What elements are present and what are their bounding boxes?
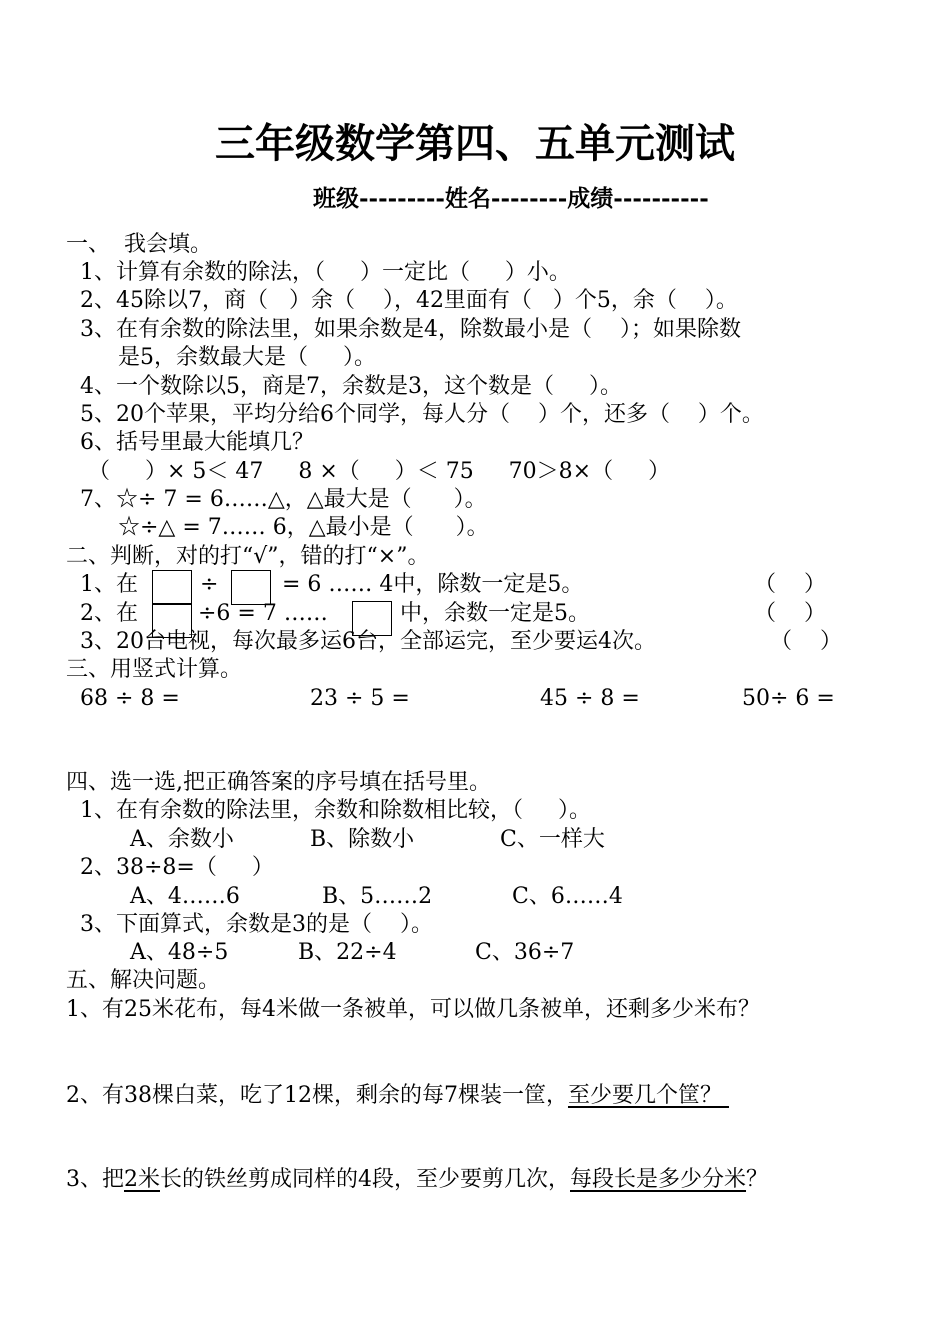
section4-question-3: 3、下面算式，余数是3的是（ ）。 — [80, 912, 433, 937]
vertical-calc-item: 50÷ 6 = — [742, 686, 835, 711]
section1-question-7a: 7、☆÷ 7 = 6……△，△最大是（ ）。 — [80, 487, 487, 512]
section2-question-2-prefix: 2、在 — [80, 601, 138, 626]
question-text: 3、把 — [66, 1167, 124, 1192]
section2-question-2-answer: （ ） — [754, 601, 826, 626]
section1-question-5: 5、20个苹果，平均分给6个同学，每人分（ ）个，还多（ ）个。 — [80, 402, 764, 427]
section1-question-7b: ☆÷△ = 7…… 6，△最小是（ ）。 — [118, 515, 489, 540]
option-a: A、4……6 — [130, 884, 240, 909]
question-mark: ？ — [746, 1167, 769, 1192]
section4-question-2: 2、38÷8=（ ） — [80, 855, 274, 880]
section2-question-3-answer: （ ） — [770, 629, 842, 654]
section5-heading: 五、解决问题。 — [66, 968, 221, 993]
section1-question-3a: 3、在有余数的除法里，如果余数是4，除数最小是（ ）；如果除数 — [80, 317, 741, 342]
section1-question-3b: 是5，余数最大是（ ）。 — [118, 345, 376, 370]
section1-question-6: 6、括号里最大能填几？ — [80, 430, 314, 455]
section5-question-2 — [66, 1082, 729, 1110]
option-c: C、6……4 — [512, 884, 623, 909]
option-b: B、5……2 — [322, 884, 433, 909]
page-title: 三年级数学第四、五单元测试 — [215, 120, 735, 167]
question-text: 长的铁丝剪成同样的4段，至少要剪几次， — [160, 1167, 570, 1192]
section2-question-2-suffix: 中，余数一定是5。 — [400, 601, 590, 626]
option-c: C、一样大 — [500, 827, 605, 852]
section1-question-6-items: （ ）× 5＜ 47 8 ×（ ）＜ 75 70＞8×（ ） — [88, 459, 671, 484]
section2-question-1-prefix: 1、在 — [80, 572, 138, 597]
option-b: B、22÷4 — [298, 940, 397, 965]
underlined-question: 每段长是多少分米 — [570, 1167, 747, 1192]
vertical-calc-item: 23 ÷ 5 = — [310, 686, 410, 711]
section2-question-1-text: = 6 …… 4中，除数一定是5。 — [282, 572, 584, 597]
option-a: A、余数小 — [130, 827, 234, 852]
student-info-line: 班级---------姓名--------成绩---------- — [313, 185, 709, 212]
answer-box — [152, 570, 192, 605]
option-b: B、除数小 — [310, 827, 415, 852]
section3-heading: 三、用竖式计算。 — [66, 657, 243, 682]
section2-question-1-answer: （ ） — [754, 572, 826, 597]
section1-heading: 一、 我会填。 — [66, 232, 212, 257]
section4-heading: 四、选一选,把正确答案的序号填在括号里。 — [66, 770, 491, 795]
section2-question-1-operator: ÷ — [200, 572, 219, 597]
section2-question-3: 3、20台电视，每次最多运6台，全部运完，至少要运4次。 — [80, 629, 656, 654]
vertical-calc-item: 45 ÷ 8 = — [540, 686, 640, 711]
option-a: A、48÷5 — [130, 940, 229, 965]
underlined-length: 2米 — [124, 1167, 160, 1192]
vertical-calc-item: 68 ÷ 8 = — [80, 686, 180, 711]
option-c: C、36÷7 — [475, 940, 575, 965]
question-text: 2、有38棵白菜，吃了12棵，剩余的每7棵装一筐， — [66, 1083, 568, 1108]
section5-question-3 — [66, 1166, 768, 1194]
section2-question-2-text: ÷6 = 7 …… — [198, 601, 328, 626]
section2-heading: 二、判断，对的打“√”，错的打“×”。 — [66, 544, 430, 569]
section5-question-1: 1、有25米花布，每4米做一条被单，可以做几条被单，还剩多少米布？ — [66, 997, 760, 1022]
section1-question-1: 1、计算有余数的除法，（ ）一定比（ ）小。 — [80, 260, 571, 285]
section4-question-1: 1、在有余数的除法里，余数和除数相比较，（ ）。 — [80, 798, 591, 823]
underlined-question: 至少要几个筐？ — [567, 1083, 729, 1108]
section1-question-4: 4、一个数除以5，商是7，余数是3，这个数是（ ）。 — [80, 374, 622, 399]
section1-question-2: 2、45除以7，商（ ）余（ ），42里面有（ ）个5，余（ ）。 — [80, 288, 738, 313]
